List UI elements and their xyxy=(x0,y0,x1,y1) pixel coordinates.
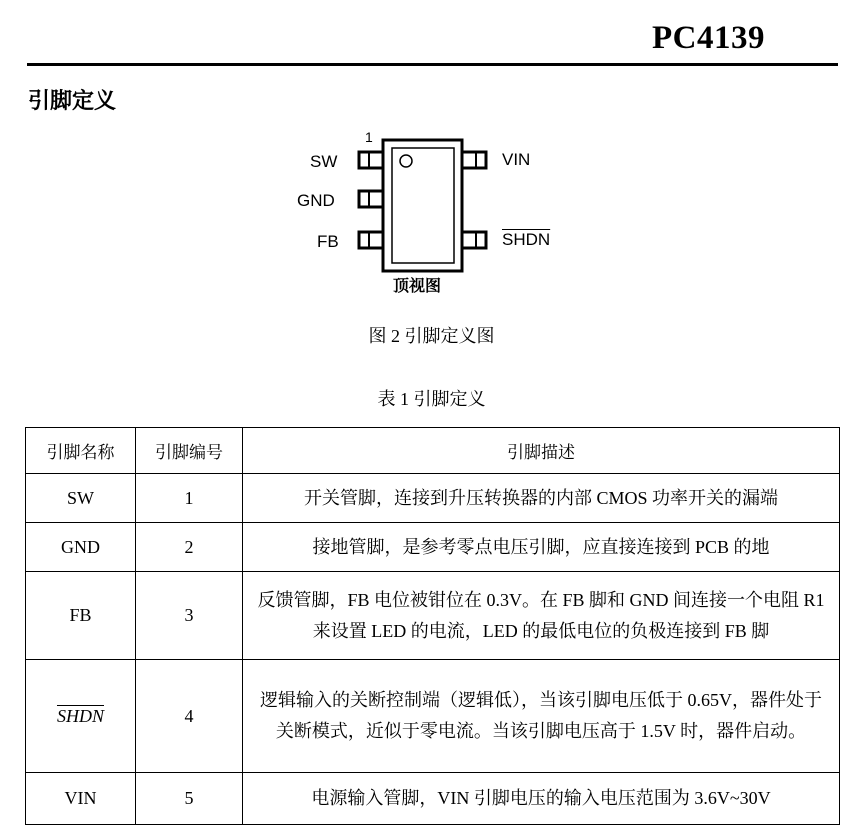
pin1-marker: 1 xyxy=(365,129,373,145)
pin-name: SW xyxy=(26,474,136,523)
table-row xyxy=(26,474,840,523)
pin-description: 开关管脚，连接到升压转换器的内部 CMOS 功率开关的漏端 xyxy=(243,474,840,523)
pin-number: 3 xyxy=(136,572,243,660)
pin-label-sw: SW xyxy=(310,152,338,171)
pin-number: 4 xyxy=(136,660,243,773)
table-header-row xyxy=(26,428,840,474)
pin-label-shdn: SHDN xyxy=(502,230,551,249)
pin-gnd-lead xyxy=(359,191,383,207)
pin-label-gnd: GND xyxy=(297,191,335,210)
header-pin-name: 引脚名称 xyxy=(26,428,136,474)
header-pin-description: 引脚描述 xyxy=(243,428,840,474)
package-body xyxy=(383,140,462,271)
header-rule xyxy=(27,63,838,66)
pin-label-vin: VIN xyxy=(502,150,531,169)
section-title: 引脚定义 xyxy=(28,89,117,114)
table-row xyxy=(26,572,840,660)
pin-name: VIN xyxy=(26,773,136,825)
pin-description: 电源输入管脚，VIN 引脚电压的输入电压范围为 3.6V~30V xyxy=(243,773,840,825)
pin-description: 反馈管脚，FB 电位被钳位在 0.3V。在 FB 脚和 GND 间连接一个电阻 R1 来设置 LED 的电流，LED 的最低电位的负极连接到 FB 脚 xyxy=(243,572,840,660)
table-row xyxy=(26,523,840,572)
pin-name: SHDN xyxy=(26,660,136,773)
pin-description: 逻辑输入的关断控制端（逻辑低），当该引脚电压低于 0.65V，器件处于关断模式，近似于零电流。当该引脚电压高于 1.5V 时，器件启动。 xyxy=(243,660,840,773)
pin-fb-lead xyxy=(359,232,383,248)
header-pin-number: 引脚编号 xyxy=(136,428,243,474)
pin1-dot xyxy=(400,155,412,167)
table-row xyxy=(26,773,840,825)
pin-number: 1 xyxy=(136,474,243,523)
top-view-label: 顶视图 xyxy=(393,276,442,295)
pin-number: 2 xyxy=(136,523,243,572)
pin-description: 接地管脚，是参考零点电压引脚，应直接连接到 PCB 的地 xyxy=(243,523,840,572)
part-number: PC4139 xyxy=(652,20,765,56)
pin-name: FB xyxy=(26,572,136,660)
pin-sw-lead xyxy=(359,152,383,168)
pin-label-fb: FB xyxy=(317,232,339,251)
table-caption: 表 1 引脚定义 xyxy=(377,389,486,409)
table-row xyxy=(26,660,840,773)
pin-number: 5 xyxy=(136,773,243,825)
pin-definition-table xyxy=(25,427,840,825)
figure-caption: 图 2 引脚定义图 xyxy=(368,326,495,346)
pin-vin-lead xyxy=(462,152,486,168)
pinout-diagram xyxy=(280,126,600,306)
pin-name: GND xyxy=(26,523,136,572)
pin-shdn-lead xyxy=(462,232,486,248)
